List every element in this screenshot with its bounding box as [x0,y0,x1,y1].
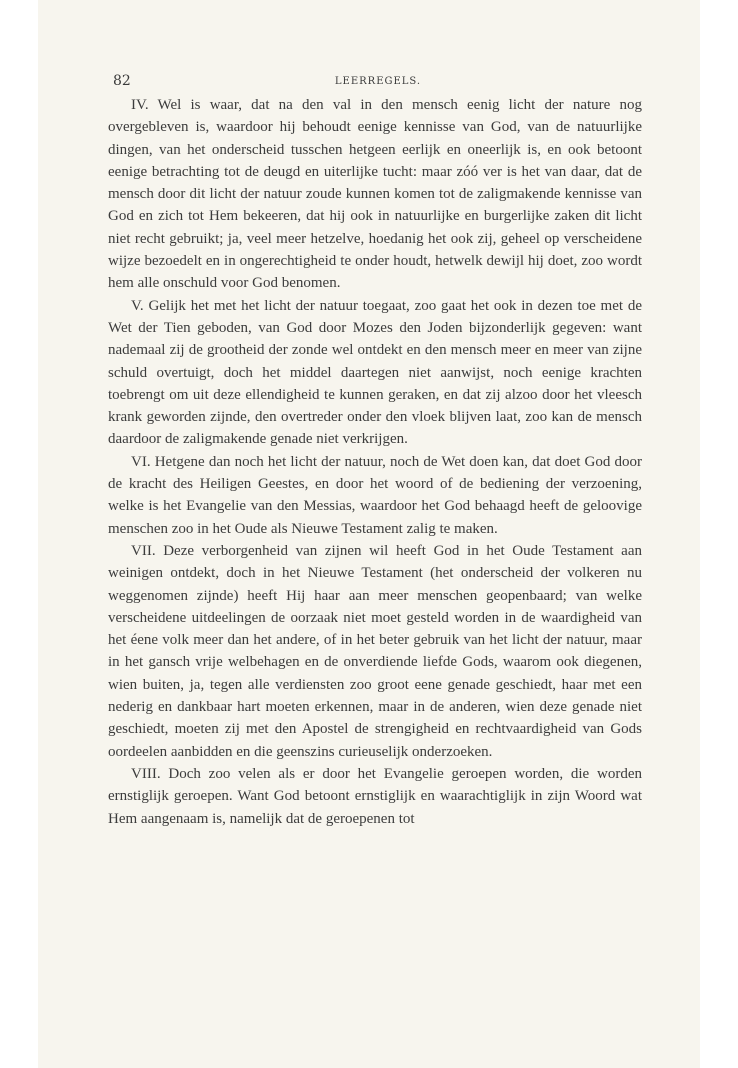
paragraph-vi: VI. Hetgene dan noch het licht der natuur, noch de Wet doen kan, dat doet God door de kracht des Heiligen Geestes, en door het woord of de bediening der verzoening, welke is het Evangelie van den Messias, waardoor het God behaagd heeft de geloovige menschen zoo in het Oude als Nieuwe Testament zalig te maken. [108,453,642,537]
page-header [113,73,643,95]
paragraph-vii: VII. Deze verborgenheid van zijnen wil heeft God in het Oude Testament aan weinigen ontdekt, doch in het Nieuwe Testament (het onderscheid der volkeren nu weggenomen zijnde) heeft Hij haar aan meer menschen geopenbaard; van welke verscheidene uitdeelingen de oorzaak niet moet gesteld worden in de waardigheid van het éene volk meer dan het andere, of in het beter gebruik van het licht der natuur, maar in het gansch vrije welbehagen en de onverdiende liefde Gods, waarom ook diegenen, wien buiten, ja, tegen alle verdiensten zoo groot eene genade geschiedt, haar met een nederig en dankbaar hart moeten erkennen, maar in de anderen, wien deze genade niet geschiedt, moeten zij met den Apostel de strengigheid en rechtvaardigheid van Gods oordeelen aanbidden en die geenszins curieuselijk onderzoeken. [108,542,642,760]
paragraph-iv: IV. Wel is waar, dat na den val in den mensch eenig licht der nature nog overgebleven is, waardoor hij behoudt eenige kennisse van God, van de natuurlijke dingen, van het onderscheid tusschen hetgeen eerlijk en oneerlijk is, en ook betoont eenige betrachting tot de deugd en uiterlijke tucht: maar zóó ver is het van daar, dat de mensch door dit licht der natuur zoude kunnen komen tot de zaligmakende kennisse van God en zich tot Hem bekeeren, dat hij ook in natuurlijke en burgerlijke zaken dit licht niet recht gebruikt; ja, veel meer hetzelve, hoedanig het ook zij, geheel op verscheidene wijze bezoedelt en in ongerechtigheid te onder houdt, hetwelk dewijl hij doet, zoo wordt hem alle onschuld voor God benomen. [108,97,642,292]
page-number: 82 [113,73,131,89]
body-text [108,94,642,830]
running-head: LEERREGELS. [334,76,422,87]
paragraph-viii: VIII. Doch zoo velen als er door het Evangelie geroepen worden, die worden ernstiglijk geroepen. Want God betoont ernstiglijk en waarachtiglijk in zijn Woord wat Hem aangenaam is, namelijk dat de geroepenen tot [108,765,642,827]
paragraph-v: V. Gelijk het met het licht der natuur toegaat, zoo gaat het ook in dezen toe met de Wet der Tien geboden, van God door Mozes den Joden bijzonderlijk gegeven: want nademaal zij de grootheid der zonde wel ontdekt en den mensch meer en meer van zijne schuld overtuigt, doch het middel daartegen niet aanwijst, noch eenige krachten toebrengt om uit deze ellendigheid te kunnen geraken, en dat zij alzoo door het vleesch krank geworden zijnde, den overtreder onder den vloek blijven laat, zoo kan de mensch daardoor de zaligmakende genade niet verkrijgen. [108,297,642,448]
